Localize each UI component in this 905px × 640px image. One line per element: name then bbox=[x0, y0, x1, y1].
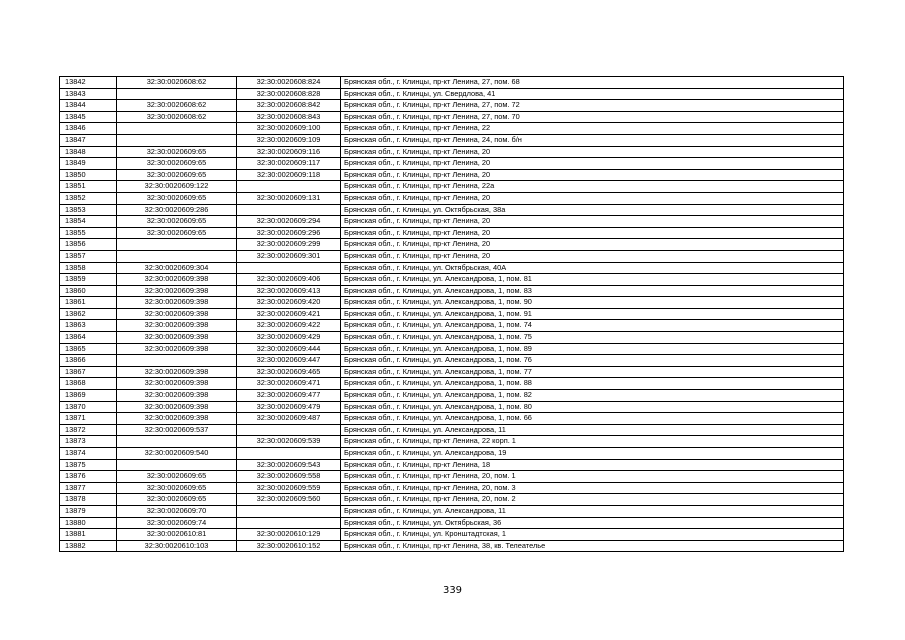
parent-cadastral-number-cell: 32:30:0020609:65 bbox=[117, 216, 237, 228]
table-row bbox=[60, 158, 844, 170]
parent-cadastral-number-cell: 32:30:0020609:398 bbox=[117, 285, 237, 297]
parent-cadastral-number-cell: 32:30:0020610:81 bbox=[117, 529, 237, 541]
cadastral-number-cell: 32:30:0020609:559 bbox=[237, 482, 341, 494]
address-cell: Брянская обл., г. Клинцы, ул. Александрова, 1, пом. 66 bbox=[341, 413, 844, 425]
cadastral-number-cell: 32:30:0020609:465 bbox=[237, 366, 341, 378]
record-number-cell: 13874 bbox=[60, 448, 117, 460]
record-number-cell: 13843 bbox=[60, 88, 117, 100]
parent-cadastral-number-cell: 32:30:0020608:62 bbox=[117, 111, 237, 123]
table-row bbox=[60, 366, 844, 378]
parent-cadastral-number-cell: 32:30:0020609:70 bbox=[117, 505, 237, 517]
parent-cadastral-number-cell: 32:30:0020609:537 bbox=[117, 424, 237, 436]
cadastral-number-cell: 32:30:0020609:117 bbox=[237, 158, 341, 170]
address-cell: Брянская обл., г. Клинцы, пр-кт Ленина, 20 bbox=[341, 227, 844, 239]
record-number-cell: 13881 bbox=[60, 529, 117, 541]
record-number-cell: 13866 bbox=[60, 355, 117, 367]
table-row bbox=[60, 111, 844, 123]
parent-cadastral-number-cell: 32:30:0020609:398 bbox=[117, 378, 237, 390]
parent-cadastral-number-cell: 32:30:0020609:398 bbox=[117, 274, 237, 286]
address-cell: Брянская обл., г. Клинцы, пр-кт Ленина, 22 корп. 1 bbox=[341, 436, 844, 448]
cadastral-number-cell: 32:30:0020610:129 bbox=[237, 529, 341, 541]
table-row bbox=[60, 471, 844, 483]
table-row bbox=[60, 239, 844, 251]
record-number-cell: 13878 bbox=[60, 494, 117, 506]
address-cell: Брянская обл., г. Клинцы, пр-кт Ленина, 20, пом. 3 bbox=[341, 482, 844, 494]
parent-cadastral-number-cell: 32:30:0020609:65 bbox=[117, 192, 237, 204]
cadastral-number-cell bbox=[237, 505, 341, 517]
cadastral-number-cell: 32:30:0020609:558 bbox=[237, 471, 341, 483]
address-cell: Брянская обл., г. Клинцы, пр-кт Ленина, 27, пом. 68 bbox=[341, 77, 844, 89]
address-cell: Брянская обл., г. Клинцы, пр-кт Ленина, 27, пом. 70 bbox=[341, 111, 844, 123]
table-row bbox=[60, 505, 844, 517]
cadastral-number-cell: 32:30:0020609:294 bbox=[237, 216, 341, 228]
record-number-cell: 13851 bbox=[60, 181, 117, 193]
table-row bbox=[60, 355, 844, 367]
page-number: 339 bbox=[442, 585, 463, 596]
cadastral-number-cell: 32:30:0020609:116 bbox=[237, 146, 341, 158]
parent-cadastral-number-cell: 32:30:0020609:65 bbox=[117, 227, 237, 239]
parent-cadastral-number-cell bbox=[117, 250, 237, 262]
address-cell: Брянская обл., г. Клинцы, пр-кт Ленина, 20 bbox=[341, 169, 844, 181]
record-number-cell: 13859 bbox=[60, 274, 117, 286]
parent-cadastral-number-cell: 32:30:0020609:65 bbox=[117, 494, 237, 506]
parent-cadastral-number-cell: 32:30:0020609:398 bbox=[117, 366, 237, 378]
parent-cadastral-number-cell bbox=[117, 134, 237, 146]
parent-cadastral-number-cell: 32:30:0020609:398 bbox=[117, 320, 237, 332]
parent-cadastral-number-cell bbox=[117, 123, 237, 135]
table-row bbox=[60, 401, 844, 413]
cadastral-number-cell bbox=[237, 181, 341, 193]
address-cell: Брянская обл., г. Клинцы, пр-кт Ленина, 20 bbox=[341, 216, 844, 228]
table-row bbox=[60, 424, 844, 436]
parent-cadastral-number-cell: 32:30:0020609:398 bbox=[117, 343, 237, 355]
parent-cadastral-number-cell: 32:30:0020609:398 bbox=[117, 308, 237, 320]
cadastral-number-cell: 32:30:0020609:543 bbox=[237, 459, 341, 471]
record-number-cell: 13870 bbox=[60, 401, 117, 413]
record-number-cell: 13873 bbox=[60, 436, 117, 448]
cadastral-number-cell: 32:30:0020609:429 bbox=[237, 332, 341, 344]
parent-cadastral-number-cell: 32:30:0020609:65 bbox=[117, 169, 237, 181]
parent-cadastral-number-cell: 32:30:0020609:540 bbox=[117, 448, 237, 460]
address-cell: Брянская обл., г. Клинцы, ул. Александрова, 19 bbox=[341, 448, 844, 460]
cadastral-number-cell bbox=[237, 424, 341, 436]
record-number-cell: 13855 bbox=[60, 227, 117, 239]
record-number-cell: 13865 bbox=[60, 343, 117, 355]
record-number-cell: 13862 bbox=[60, 308, 117, 320]
parent-cadastral-number-cell bbox=[117, 459, 237, 471]
address-cell: Брянская обл., г. Клинцы, пр-кт Ленина, 22а bbox=[341, 181, 844, 193]
record-number-cell: 13844 bbox=[60, 100, 117, 112]
address-cell: Брянская обл., г. Клинцы, ул. Александрова, 1, пом. 83 bbox=[341, 285, 844, 297]
cadastral-number-cell: 32:30:0020609:487 bbox=[237, 413, 341, 425]
record-number-cell: 13854 bbox=[60, 216, 117, 228]
record-number-cell: 13871 bbox=[60, 413, 117, 425]
table-row bbox=[60, 343, 844, 355]
cadastral-number-cell: 32:30:0020610:152 bbox=[237, 540, 341, 552]
address-cell: Брянская обл., г. Клинцы, пр-кт Ленина, 20 bbox=[341, 192, 844, 204]
cadastral-number-cell: 32:30:0020609:296 bbox=[237, 227, 341, 239]
cadastral-number-cell: 32:30:0020609:100 bbox=[237, 123, 341, 135]
cadastral-number-cell: 32:30:0020609:118 bbox=[237, 169, 341, 181]
parent-cadastral-number-cell: 32:30:0020609:74 bbox=[117, 517, 237, 529]
address-cell: Брянская обл., г. Клинцы, пр-кт Ленина, 24, пом. б/н bbox=[341, 134, 844, 146]
table-row bbox=[60, 169, 844, 181]
address-cell: Брянская обл., г. Клинцы, ул. Октябрьская, 38а bbox=[341, 204, 844, 216]
record-number-cell: 13853 bbox=[60, 204, 117, 216]
record-number-cell: 13848 bbox=[60, 146, 117, 158]
cadastral-number-cell: 32:30:0020609:299 bbox=[237, 239, 341, 251]
table-row bbox=[60, 100, 844, 112]
address-cell: Брянская обл., г. Клинцы, ул. Александрова, 1, пом. 90 bbox=[341, 297, 844, 309]
record-number-cell: 13880 bbox=[60, 517, 117, 529]
parent-cadastral-number-cell: 32:30:0020609:122 bbox=[117, 181, 237, 193]
cadastral-number-cell: 32:30:0020609:422 bbox=[237, 320, 341, 332]
address-cell: Брянская обл., г. Клинцы, ул. Александрова, 1, пом. 76 bbox=[341, 355, 844, 367]
record-number-cell: 13869 bbox=[60, 390, 117, 402]
table-row bbox=[60, 77, 844, 89]
parent-cadastral-number-cell: 32:30:0020608:62 bbox=[117, 100, 237, 112]
cadastral-number-cell: 32:30:0020609:406 bbox=[237, 274, 341, 286]
parent-cadastral-number-cell: 32:30:0020610:103 bbox=[117, 540, 237, 552]
record-number-cell: 13876 bbox=[60, 471, 117, 483]
cadastral-number-cell: 32:30:0020608:842 bbox=[237, 100, 341, 112]
table-row bbox=[60, 517, 844, 529]
record-number-cell: 13842 bbox=[60, 77, 117, 89]
table-row bbox=[60, 181, 844, 193]
parent-cadastral-number-cell: 32:30:0020609:398 bbox=[117, 390, 237, 402]
parent-cadastral-number-cell: 32:30:0020609:398 bbox=[117, 332, 237, 344]
parent-cadastral-number-cell bbox=[117, 239, 237, 251]
address-cell: Брянская обл., г. Клинцы, ул. Кронштадтская, 1 bbox=[341, 529, 844, 541]
cadastral-number-cell: 32:30:0020608:824 bbox=[237, 77, 341, 89]
record-number-cell: 13868 bbox=[60, 378, 117, 390]
cadastral-number-cell: 32:30:0020609:539 bbox=[237, 436, 341, 448]
address-cell: Брянская обл., г. Клинцы, ул. Свердлова, 41 bbox=[341, 88, 844, 100]
table-row bbox=[60, 297, 844, 309]
parent-cadastral-number-cell bbox=[117, 88, 237, 100]
table-row bbox=[60, 192, 844, 204]
parent-cadastral-number-cell: 32:30:0020609:65 bbox=[117, 158, 237, 170]
table-row bbox=[60, 285, 844, 297]
cadastral-number-cell bbox=[237, 448, 341, 460]
cadastral-number-cell bbox=[237, 517, 341, 529]
table-row bbox=[60, 146, 844, 158]
table-row bbox=[60, 494, 844, 506]
table-row bbox=[60, 227, 844, 239]
cadastral-number-cell: 32:30:0020609:479 bbox=[237, 401, 341, 413]
table-row bbox=[60, 320, 844, 332]
parent-cadastral-number-cell: 32:30:0020609:304 bbox=[117, 262, 237, 274]
address-cell: Брянская обл., г. Клинцы, ул. Александрова, 1, пом. 77 bbox=[341, 366, 844, 378]
address-cell: Брянская обл., г. Клинцы, ул. Александрова, 1, пом. 91 bbox=[341, 308, 844, 320]
table-row bbox=[60, 448, 844, 460]
address-cell: Брянская обл., г. Клинцы, ул. Александрова, 11 bbox=[341, 505, 844, 517]
parent-cadastral-number-cell: 32:30:0020609:286 bbox=[117, 204, 237, 216]
address-cell: Брянская обл., г. Клинцы, ул. Александрова, 1, пом. 88 bbox=[341, 378, 844, 390]
cadastral-number-cell: 32:30:0020608:828 bbox=[237, 88, 341, 100]
record-number-cell: 13846 bbox=[60, 123, 117, 135]
cadastral-number-cell: 32:30:0020609:301 bbox=[237, 250, 341, 262]
cadastral-number-cell: 32:30:0020609:131 bbox=[237, 192, 341, 204]
table-row bbox=[60, 529, 844, 541]
table-row bbox=[60, 274, 844, 286]
cadastral-number-cell: 32:30:0020609:421 bbox=[237, 308, 341, 320]
address-cell: Брянская обл., г. Клинцы, пр-кт Ленина, 20 bbox=[341, 250, 844, 262]
record-number-cell: 13863 bbox=[60, 320, 117, 332]
parent-cadastral-number-cell: 32:30:0020608:62 bbox=[117, 77, 237, 89]
cadastral-number-cell: 32:30:0020609:560 bbox=[237, 494, 341, 506]
cadastral-number-cell: 32:30:0020609:447 bbox=[237, 355, 341, 367]
cadastral-number-cell bbox=[237, 204, 341, 216]
record-number-cell: 13845 bbox=[60, 111, 117, 123]
table-row bbox=[60, 262, 844, 274]
record-number-cell: 13849 bbox=[60, 158, 117, 170]
table-row bbox=[60, 123, 844, 135]
registry-body bbox=[60, 77, 844, 552]
parent-cadastral-number-cell: 32:30:0020609:65 bbox=[117, 471, 237, 483]
table-row bbox=[60, 88, 844, 100]
address-cell: Брянская обл., г. Клинцы, пр-кт Ленина, 18 bbox=[341, 459, 844, 471]
cadastral-number-cell bbox=[237, 262, 341, 274]
address-cell: Брянская обл., г. Клинцы, ул. Александрова, 1, пом. 80 bbox=[341, 401, 844, 413]
address-cell: Брянская обл., г. Клинцы, пр-кт Ленина, 22 bbox=[341, 123, 844, 135]
cadastral-number-cell: 32:30:0020609:413 bbox=[237, 285, 341, 297]
record-number-cell: 13858 bbox=[60, 262, 117, 274]
address-cell: Брянская обл., г. Клинцы, пр-кт Ленина, 27, пом. 72 bbox=[341, 100, 844, 112]
address-cell: Брянская обл., г. Клинцы, пр-кт Ленина, 20, пом. 2 bbox=[341, 494, 844, 506]
cadastral-number-cell: 32:30:0020608:843 bbox=[237, 111, 341, 123]
parent-cadastral-number-cell: 32:30:0020609:398 bbox=[117, 413, 237, 425]
address-cell: Брянская обл., г. Клинцы, пр-кт Ленина, 20, пом. 1 bbox=[341, 471, 844, 483]
cadastral-number-cell: 32:30:0020609:477 bbox=[237, 390, 341, 402]
table-row bbox=[60, 308, 844, 320]
record-number-cell: 13867 bbox=[60, 366, 117, 378]
registry-table bbox=[59, 76, 844, 552]
record-number-cell: 13879 bbox=[60, 505, 117, 517]
parent-cadastral-number-cell: 32:30:0020609:398 bbox=[117, 401, 237, 413]
cadastral-number-cell: 32:30:0020609:471 bbox=[237, 378, 341, 390]
record-number-cell: 13882 bbox=[60, 540, 117, 552]
address-cell: Брянская обл., г. Клинцы, пр-кт Ленина, 38, кв. Телеателье bbox=[341, 540, 844, 552]
table-row bbox=[60, 459, 844, 471]
record-number-cell: 13847 bbox=[60, 134, 117, 146]
record-number-cell: 13857 bbox=[60, 250, 117, 262]
table-row bbox=[60, 250, 844, 262]
table-row bbox=[60, 482, 844, 494]
table-row bbox=[60, 378, 844, 390]
cadastral-number-cell: 32:30:0020609:420 bbox=[237, 297, 341, 309]
address-cell: Брянская обл., г. Клинцы, ул. Александрова, 1, пом. 81 bbox=[341, 274, 844, 286]
parent-cadastral-number-cell bbox=[117, 436, 237, 448]
record-number-cell: 13875 bbox=[60, 459, 117, 471]
address-cell: Брянская обл., г. Клинцы, ул. Александрова, 1, пом. 89 bbox=[341, 343, 844, 355]
record-number-cell: 13850 bbox=[60, 169, 117, 181]
record-number-cell: 13861 bbox=[60, 297, 117, 309]
table-row bbox=[60, 436, 844, 448]
address-cell: Брянская обл., г. Клинцы, пр-кт Ленина, 20 bbox=[341, 158, 844, 170]
table-row bbox=[60, 332, 844, 344]
record-number-cell: 13872 bbox=[60, 424, 117, 436]
table-row bbox=[60, 390, 844, 402]
address-cell: Брянская обл., г. Клинцы, ул. Октябрьская, 36 bbox=[341, 517, 844, 529]
record-number-cell: 13852 bbox=[60, 192, 117, 204]
table-row bbox=[60, 413, 844, 425]
address-cell: Брянская обл., г. Клинцы, ул. Александрова, 1, пом. 75 bbox=[341, 332, 844, 344]
address-cell: Брянская обл., г. Клинцы, пр-кт Ленина, 20 bbox=[341, 146, 844, 158]
parent-cadastral-number-cell: 32:30:0020609:65 bbox=[117, 146, 237, 158]
table-row bbox=[60, 204, 844, 216]
table-row bbox=[60, 216, 844, 228]
record-number-cell: 13864 bbox=[60, 332, 117, 344]
parent-cadastral-number-cell: 32:30:0020609:65 bbox=[117, 482, 237, 494]
record-number-cell: 13856 bbox=[60, 239, 117, 251]
record-number-cell: 13877 bbox=[60, 482, 117, 494]
table-row bbox=[60, 134, 844, 146]
parent-cadastral-number-cell bbox=[117, 355, 237, 367]
cadastral-number-cell: 32:30:0020609:444 bbox=[237, 343, 341, 355]
record-number-cell: 13860 bbox=[60, 285, 117, 297]
address-cell: Брянская обл., г. Клинцы, пр-кт Ленина, 20 bbox=[341, 239, 844, 251]
address-cell: Брянская обл., г. Клинцы, ул. Александрова, 11 bbox=[341, 424, 844, 436]
table-row bbox=[60, 540, 844, 552]
parent-cadastral-number-cell: 32:30:0020609:398 bbox=[117, 297, 237, 309]
cadastral-number-cell: 32:30:0020609:109 bbox=[237, 134, 341, 146]
address-cell: Брянская обл., г. Клинцы, ул. Октябрьская, 40А bbox=[341, 262, 844, 274]
address-cell: Брянская обл., г. Клинцы, ул. Александрова, 1, пом. 82 bbox=[341, 390, 844, 402]
address-cell: Брянская обл., г. Клинцы, ул. Александрова, 1, пом. 74 bbox=[341, 320, 844, 332]
